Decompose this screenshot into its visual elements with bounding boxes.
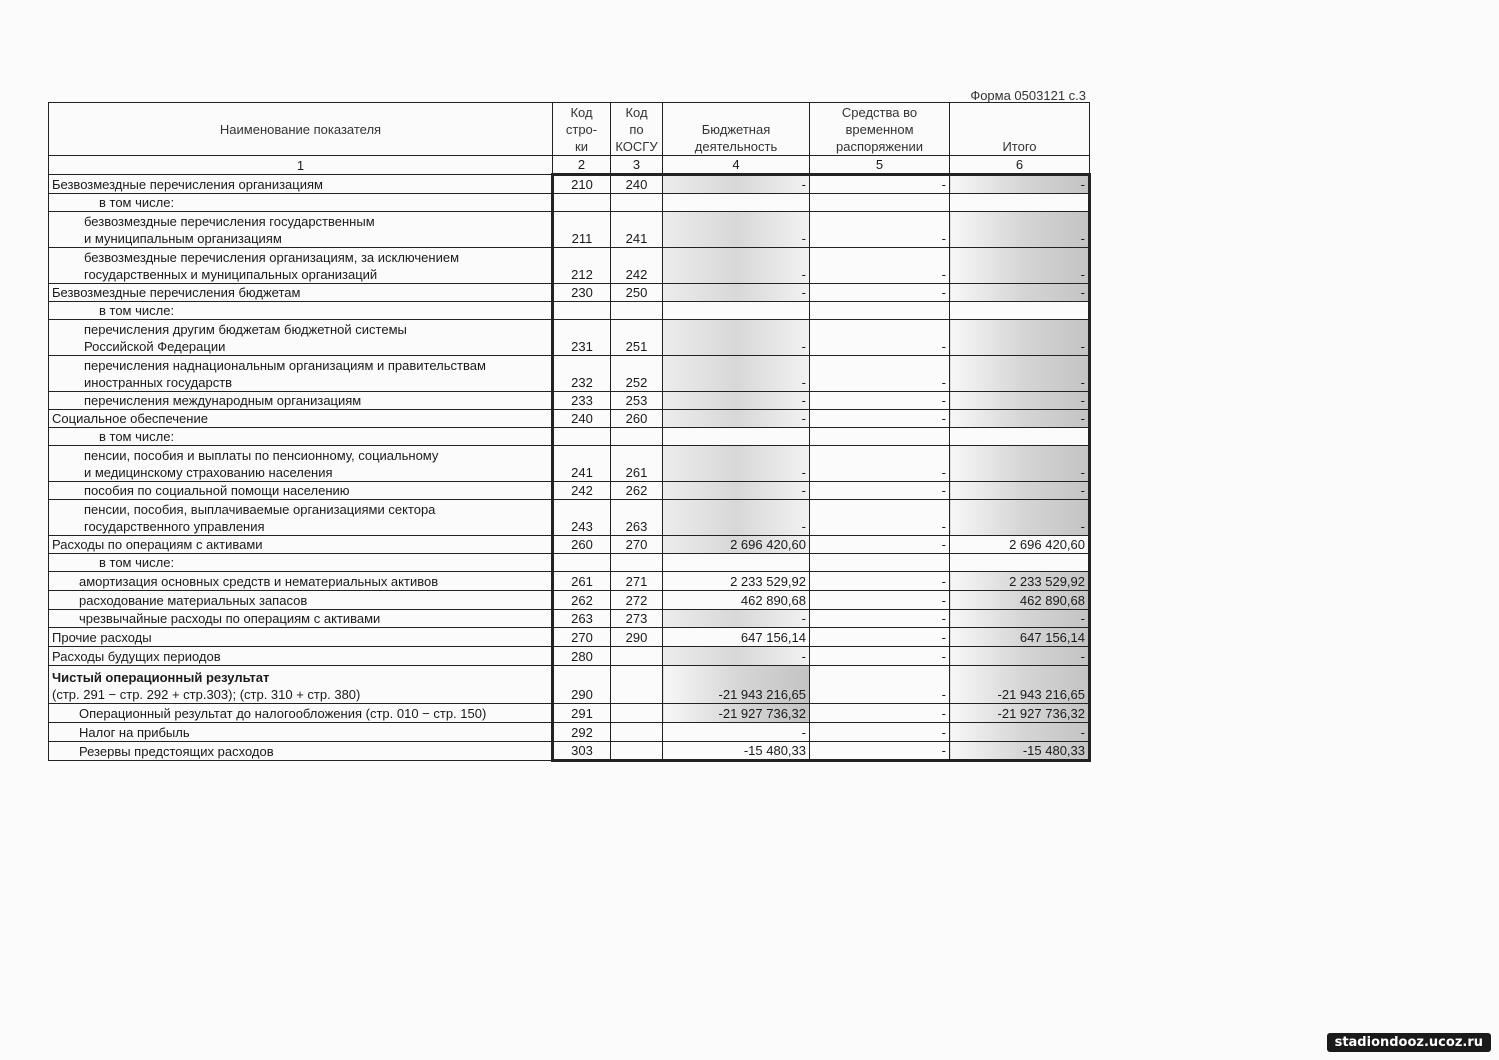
table-row	[49, 302, 1090, 320]
temp-funds-amount: -	[810, 628, 950, 647]
table-row	[49, 666, 1090, 704]
site-watermark: stadiondooz.ucoz.ru	[1327, 1033, 1491, 1052]
kosgu-code: 273	[611, 610, 663, 628]
temp-funds-amount: -	[810, 500, 950, 536]
table-row	[49, 428, 1090, 446]
table-row	[49, 446, 1090, 482]
kosgu-code: 263	[611, 500, 663, 536]
total-amount: 647 156,14	[950, 628, 1090, 647]
table-row	[49, 212, 1090, 248]
indicator-name: Резервы предстоящих расходов	[49, 742, 553, 761]
temp-funds-amount	[810, 428, 950, 446]
table-row	[49, 392, 1090, 410]
total-amount: -	[950, 284, 1090, 302]
header-budget-activity: Бюджетная деятельность	[663, 103, 810, 156]
column-number: 1	[49, 156, 553, 175]
kosgu-code: 242	[611, 248, 663, 284]
total-amount: -	[950, 175, 1090, 194]
budget-amount	[663, 302, 810, 320]
budget-amount: -	[663, 723, 810, 742]
line-code: 291	[553, 704, 611, 723]
budget-amount: -	[663, 610, 810, 628]
kosgu-code: 290	[611, 628, 663, 647]
line-code: 240	[553, 410, 611, 428]
indicator-name: Налог на прибыль	[49, 723, 553, 742]
total-amount: -21 927 736,32	[950, 704, 1090, 723]
budget-amount: -	[663, 647, 810, 666]
total-amount: 462 890,68	[950, 591, 1090, 610]
budget-amount: -	[663, 284, 810, 302]
budget-amount: 2 233 529,92	[663, 572, 810, 591]
table-row	[49, 320, 1090, 356]
total-amount: -	[950, 356, 1090, 392]
indicator-name	[49, 666, 553, 704]
kosgu-code: 253	[611, 392, 663, 410]
line-code: 270	[553, 628, 611, 647]
budget-amount: -	[663, 500, 810, 536]
kosgu-code	[611, 428, 663, 446]
temp-funds-amount: -	[810, 392, 950, 410]
table-row	[49, 572, 1090, 591]
kosgu-code	[611, 647, 663, 666]
total-amount	[950, 428, 1090, 446]
budget-amount: -15 480,33	[663, 742, 810, 761]
table-row	[49, 591, 1090, 610]
temp-funds-amount: -	[810, 356, 950, 392]
budget-amount	[663, 194, 810, 212]
indicator-name: Социальное обеспечение	[49, 410, 553, 428]
total-amount: -	[950, 320, 1090, 356]
table-row	[49, 723, 1090, 742]
kosgu-code	[611, 742, 663, 761]
kosgu-code: 262	[611, 482, 663, 500]
column-number: 3	[611, 156, 663, 175]
temp-funds-amount: -	[810, 482, 950, 500]
table-row	[49, 610, 1090, 628]
total-amount: -	[950, 392, 1090, 410]
indicator-name: перечисления международным организациям	[49, 392, 553, 410]
indicator-name: Расходы будущих периодов	[49, 647, 553, 666]
column-number: 4	[663, 156, 810, 175]
total-amount	[950, 302, 1090, 320]
temp-funds-amount: -	[810, 647, 950, 666]
header-total: Итого	[950, 103, 1090, 156]
indicator-name: расходование материальных запасов	[49, 591, 553, 610]
indicator-name: чрезвычайные расходы по операциям с активами	[49, 610, 553, 628]
indicator-title: Чистый операционный результат	[52, 670, 270, 685]
kosgu-code: 261	[611, 446, 663, 482]
indicator-name: Безвозмездные перечисления бюджетам	[49, 284, 553, 302]
kosgu-code: 240	[611, 175, 663, 194]
kosgu-code: 241	[611, 212, 663, 248]
temp-funds-amount: -	[810, 723, 950, 742]
line-code: 263	[553, 610, 611, 628]
indicator-name: в том числе:	[49, 302, 553, 320]
line-code: 243	[553, 500, 611, 536]
line-code: 231	[553, 320, 611, 356]
line-code: 212	[553, 248, 611, 284]
indicator-name: Расходы по операциям с активами	[49, 536, 553, 554]
kosgu-code: 270	[611, 536, 663, 554]
kosgu-code: 250	[611, 284, 663, 302]
header-kosgu-code: Код по КОСГУ	[611, 103, 663, 156]
form-number-label: Форма 0503121 с.3	[970, 88, 1086, 103]
kosgu-code	[611, 723, 663, 742]
indicator-name: пенсии, пособия, выплачиваемые организациями сектора государственного управления	[49, 500, 553, 536]
total-amount: 2 233 529,92	[950, 572, 1090, 591]
line-code: 210	[553, 175, 611, 194]
budget-amount: -	[663, 410, 810, 428]
kosgu-code: 271	[611, 572, 663, 591]
line-code: 280	[553, 647, 611, 666]
budget-amount	[663, 428, 810, 446]
budget-amount: -21 943 216,65	[663, 666, 810, 704]
table-row	[49, 356, 1090, 392]
total-amount: -	[950, 410, 1090, 428]
line-code: 290	[553, 666, 611, 704]
kosgu-code: 252	[611, 356, 663, 392]
column-number: 2	[553, 156, 611, 175]
temp-funds-amount: -	[810, 591, 950, 610]
total-amount: -	[950, 212, 1090, 248]
kosgu-code: 251	[611, 320, 663, 356]
line-code: 232	[553, 356, 611, 392]
total-amount	[950, 554, 1090, 572]
indicator-formula: (стр. 291 − стр. 292 + стр.303); (стр. 310 + стр. 380)	[52, 687, 361, 702]
budget-amount: -	[663, 482, 810, 500]
budget-amount: -	[663, 212, 810, 248]
table-row	[49, 536, 1090, 554]
column-number: 5	[810, 156, 950, 175]
line-code	[553, 428, 611, 446]
indicator-name: в том числе:	[49, 194, 553, 212]
kosgu-code	[611, 554, 663, 572]
temp-funds-amount: -	[810, 704, 950, 723]
budget-amount: 647 156,14	[663, 628, 810, 647]
kosgu-code	[611, 194, 663, 212]
temp-funds-amount: -	[810, 248, 950, 284]
indicator-name: безвозмездные перечисления организациям, за исключением государственных и муниципальных организаций	[49, 248, 553, 284]
indicator-name: Прочие расходы	[49, 628, 553, 647]
temp-funds-amount: -	[810, 666, 950, 704]
temp-funds-amount	[810, 194, 950, 212]
indicator-name: Безвозмездные перечисления организациям	[49, 175, 553, 194]
total-amount: -	[950, 446, 1090, 482]
line-code: 303	[553, 742, 611, 761]
budget-amount: -	[663, 356, 810, 392]
table-row	[49, 500, 1090, 536]
temp-funds-amount: -	[810, 610, 950, 628]
table-row	[49, 742, 1090, 761]
table-row	[49, 704, 1090, 723]
total-amount: -	[950, 647, 1090, 666]
temp-funds-amount: -	[810, 742, 950, 761]
header-name: Наименование показателя	[49, 103, 553, 156]
column-number: 6	[950, 156, 1090, 175]
budget-amount: -	[663, 392, 810, 410]
line-code: 242	[553, 482, 611, 500]
temp-funds-amount: -	[810, 536, 950, 554]
budget-amount: -	[663, 320, 810, 356]
total-amount: -15 480,33	[950, 742, 1090, 761]
line-code: 241	[553, 446, 611, 482]
total-amount: -	[950, 500, 1090, 536]
indicator-name: перечисления другим бюджетам бюджетной системы Российской Федерации	[49, 320, 553, 356]
line-code: 230	[553, 284, 611, 302]
budget-amount: -	[663, 446, 810, 482]
temp-funds-amount: -	[810, 212, 950, 248]
table-row	[49, 628, 1090, 647]
line-code: 292	[553, 723, 611, 742]
line-code: 261	[553, 572, 611, 591]
temp-funds-amount	[810, 302, 950, 320]
budget-amount: -	[663, 248, 810, 284]
temp-funds-amount: -	[810, 175, 950, 194]
table-row	[49, 554, 1090, 572]
budget-amount: 462 890,68	[663, 591, 810, 610]
temp-funds-amount	[810, 554, 950, 572]
indicator-name: безвозмездные перечисления государственным и муниципальным организациям	[49, 212, 553, 248]
table-row	[49, 647, 1090, 666]
budget-amount	[663, 554, 810, 572]
temp-funds-amount: -	[810, 284, 950, 302]
line-code	[553, 302, 611, 320]
budget-amount: -	[663, 175, 810, 194]
total-amount: 2 696 420,60	[950, 536, 1090, 554]
indicator-name: пособия по социальной помощи населению	[49, 482, 553, 500]
budget-amount: 2 696 420,60	[663, 536, 810, 554]
line-code: 211	[553, 212, 611, 248]
indicator-name: в том числе:	[49, 428, 553, 446]
table-row	[49, 284, 1090, 302]
total-amount: -	[950, 482, 1090, 500]
line-code: 260	[553, 536, 611, 554]
line-code: 233	[553, 392, 611, 410]
total-amount	[950, 194, 1090, 212]
temp-funds-amount: -	[810, 572, 950, 591]
indicator-name: перечисления наднациональным организациям и правительствам иностранных государств	[49, 356, 553, 392]
table-row	[49, 175, 1090, 194]
indicator-name: в том числе:	[49, 554, 553, 572]
table-row	[49, 194, 1090, 212]
temp-funds-amount: -	[810, 446, 950, 482]
financial-report-table	[48, 102, 1091, 762]
table-row	[49, 482, 1090, 500]
budget-amount: -21 927 736,32	[663, 704, 810, 723]
total-amount: -	[950, 723, 1090, 742]
kosgu-code	[611, 704, 663, 723]
total-amount: -21 943 216,65	[950, 666, 1090, 704]
kosgu-code	[611, 302, 663, 320]
total-amount: -	[950, 248, 1090, 284]
indicator-name: пенсии, пособия и выплаты по пенсионному, социальному и медицинскому страхованию населения	[49, 446, 553, 482]
header-line-code: Код стро- ки	[553, 103, 611, 156]
kosgu-code: 260	[611, 410, 663, 428]
total-amount: -	[950, 610, 1090, 628]
table-row	[49, 410, 1090, 428]
kosgu-code	[611, 666, 663, 704]
indicator-name: Операционный результат до налогообложения (стр. 010 − стр. 150)	[49, 704, 553, 723]
header-temporary-funds: Средства во временном распоряжении	[810, 103, 950, 156]
temp-funds-amount: -	[810, 320, 950, 356]
line-code: 262	[553, 591, 611, 610]
line-code	[553, 554, 611, 572]
indicator-name: амортизация основных средств и нематериальных активов	[49, 572, 553, 591]
temp-funds-amount: -	[810, 410, 950, 428]
kosgu-code: 272	[611, 591, 663, 610]
table-row	[49, 248, 1090, 284]
line-code	[553, 194, 611, 212]
